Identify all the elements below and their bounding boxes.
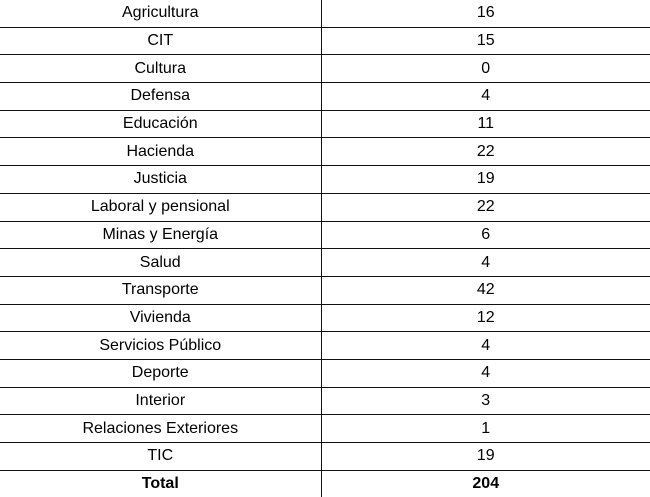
count-cell: 4 [321,359,650,387]
total-label: Total [0,470,321,497]
sector-cell: Interior [0,387,321,415]
count-cell: 22 [321,138,650,166]
table-row [0,304,650,332]
total-row [0,470,650,497]
count-cell: 4 [321,83,650,111]
count-cell: 15 [321,27,650,55]
count-cell: 4 [321,332,650,360]
table-row [0,221,650,249]
sector-cell: Justicia [0,166,321,194]
count-cell: 1 [321,415,650,443]
sector-cell: TIC [0,443,321,471]
table-row [0,249,650,277]
sector-cell: Cultura [0,55,321,83]
count-cell: 16 [321,0,650,27]
sector-cell: Servicios Público [0,332,321,360]
table-row [0,55,650,83]
table-row [0,359,650,387]
table-row [0,443,650,471]
table-row [0,193,650,221]
sector-cell: Laboral y pensional [0,193,321,221]
table-row [0,0,650,27]
table-row [0,332,650,360]
table-row [0,276,650,304]
sector-cell: Agricultura [0,0,321,27]
count-cell: 6 [321,221,650,249]
total-value: 204 [472,475,500,493]
count-cell: 12 [321,304,650,332]
table-row [0,415,650,443]
count-cell: 19 [321,443,650,471]
sector-cell: Defensa [0,83,321,111]
table-row [0,27,650,55]
table-row [0,166,650,194]
sector-cell: Salud [0,249,321,277]
count-cell: 42 [321,276,650,304]
sector-cell: Vivienda [0,304,321,332]
sector-cell: Deporte [0,359,321,387]
sector-cell: Hacienda [0,138,321,166]
table-row [0,83,650,111]
sector-cell: Transporte [0,276,321,304]
count-cell: 4 [321,249,650,277]
count-cell: 3 [321,387,650,415]
sector-cell: CIT [0,27,321,55]
sector-cell: Relaciones Exteriores [0,415,321,443]
count-cell: 22 [321,193,650,221]
table-row [0,138,650,166]
count-cell: 11 [321,110,650,138]
table-row [0,387,650,415]
count-cell: 19 [321,166,650,194]
table-row [0,110,650,138]
sector-cell: Minas y Energía [0,221,321,249]
sector-cell: Educación [0,110,321,138]
count-cell: 0 [321,55,650,83]
